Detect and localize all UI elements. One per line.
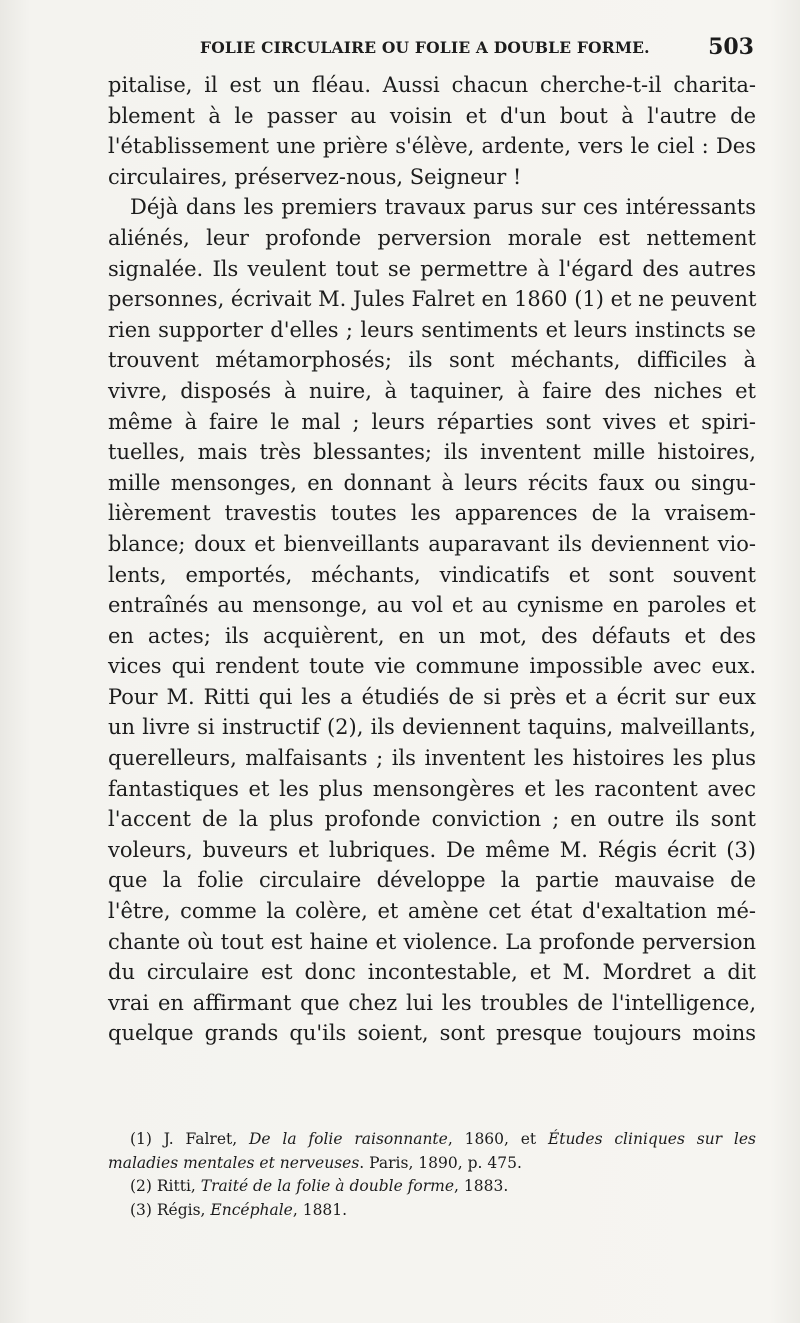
text-line: quelque grands qu'ils soient, sont presque toujours moins: [108, 1021, 756, 1046]
text-line: vrai en affirmant que chez lui les troubles de l'intelligence,: [108, 990, 756, 1015]
text-line: lièrement travestis toutes les apparences de la vraisem-: [108, 501, 756, 526]
text-line: vivre, disposés à nuire, à taquiner, à faire des niches et: [108, 378, 756, 403]
text-line: blance; doux et bienveillants auparavant ils deviennent vio-: [108, 531, 756, 556]
footnote-3: (3) Régis, Encéphale, 1881.: [130, 1200, 348, 1219]
text-line: blement à le passer au voisin et d'un bout à l'autre de: [108, 103, 756, 128]
text-line: l'accent de la plus profonde conviction ; en outre ils sont: [108, 807, 756, 832]
footnote-1: (1) J. Falret, De la folie raisonnante, 1860, et Études cliniques sur les: [130, 1130, 756, 1148]
footnote-2: (2) Ritti, Traité de la folie à double forme, 1883.: [130, 1177, 509, 1195]
text-line: même à faire le mal ; leurs réparties sont vives et spiri-: [108, 409, 756, 434]
text-line: fantastiques et les plus mensongères et les racontent avec: [108, 776, 756, 801]
text-line: lents, emportés, méchants, vindicatifs et sont souvent: [108, 562, 756, 587]
text-line: l'établissement une prière s'élève, ardente, vers le ciel : Des: [108, 134, 756, 159]
text-line: mille mensonges, en donnant à leurs récits faux ou singu-: [108, 470, 756, 495]
text-line: l'être, comme la colère, et amène cet état d'exaltation mé-: [108, 899, 756, 924]
text-line: un livre si instructif (2), ils deviennent taquins, malveillants,: [108, 715, 756, 740]
text-line: voleurs, buveurs et lubriques. De même M. Régis écrit (3): [108, 837, 756, 862]
text-line: vices qui rendent toute vie commune impossible avec eux.: [108, 654, 756, 679]
text-line: Pour M. Ritti qui les a étudiés de si près et a écrit sur eux: [108, 684, 756, 709]
text-line: en actes; ils acquièrent, en un mot, des défauts et des: [108, 623, 756, 648]
page-number: 503: [708, 34, 754, 60]
text-line: entraînés au mensonge, au vol et au cynisme en paroles et: [108, 593, 756, 618]
text-line: Déjà dans les premiers travaux parus sur ces intéressants: [130, 195, 756, 220]
text-line: querelleurs, malfaisants ; ils inventent les histoires les plus: [108, 746, 756, 771]
text-line: tuelles, mais très blessantes; ils inventent mille histoires,: [108, 440, 756, 465]
footnote-1-continued: maladies mentales et nerveuses. Paris, 1890, p. 475.: [108, 1153, 522, 1172]
text-line: signalée. Ils veulent tout se permettre à l'égard des autres: [108, 256, 756, 281]
text-line: circulaires, préservez-nous, Seigneur !: [108, 164, 522, 189]
text-line: chante où tout est haine et violence. La profonde perversion: [108, 929, 756, 954]
text-line: que la folie circulaire développe la partie mauvaise de: [108, 868, 756, 893]
text-line: personnes, écrivait M. Jules Falret en 1860 (1) et ne peuvent: [108, 287, 757, 312]
body-text: [108, 70, 756, 1049]
footnotes: [108, 1128, 756, 1222]
running-head: [108, 34, 754, 64]
text-line: aliénés, leur profonde perversion morale est nettement: [108, 225, 756, 250]
text-line: du circulaire est donc incontestable, et M. Mordret a dit: [108, 960, 756, 985]
text-line: rien supporter d'elles ; leurs sentiments et leurs instincts se: [108, 317, 756, 342]
text-line: trouvent métamorphosés; ils sont méchants, difficiles à: [108, 348, 756, 373]
text-line: pitalise, il est un fléau. Aussi chacun cherche-t-il charita-: [108, 73, 756, 97]
running-title: FOLIE CIRCULAIRE OU FOLIE A DOUBLE FORME.: [200, 38, 650, 57]
